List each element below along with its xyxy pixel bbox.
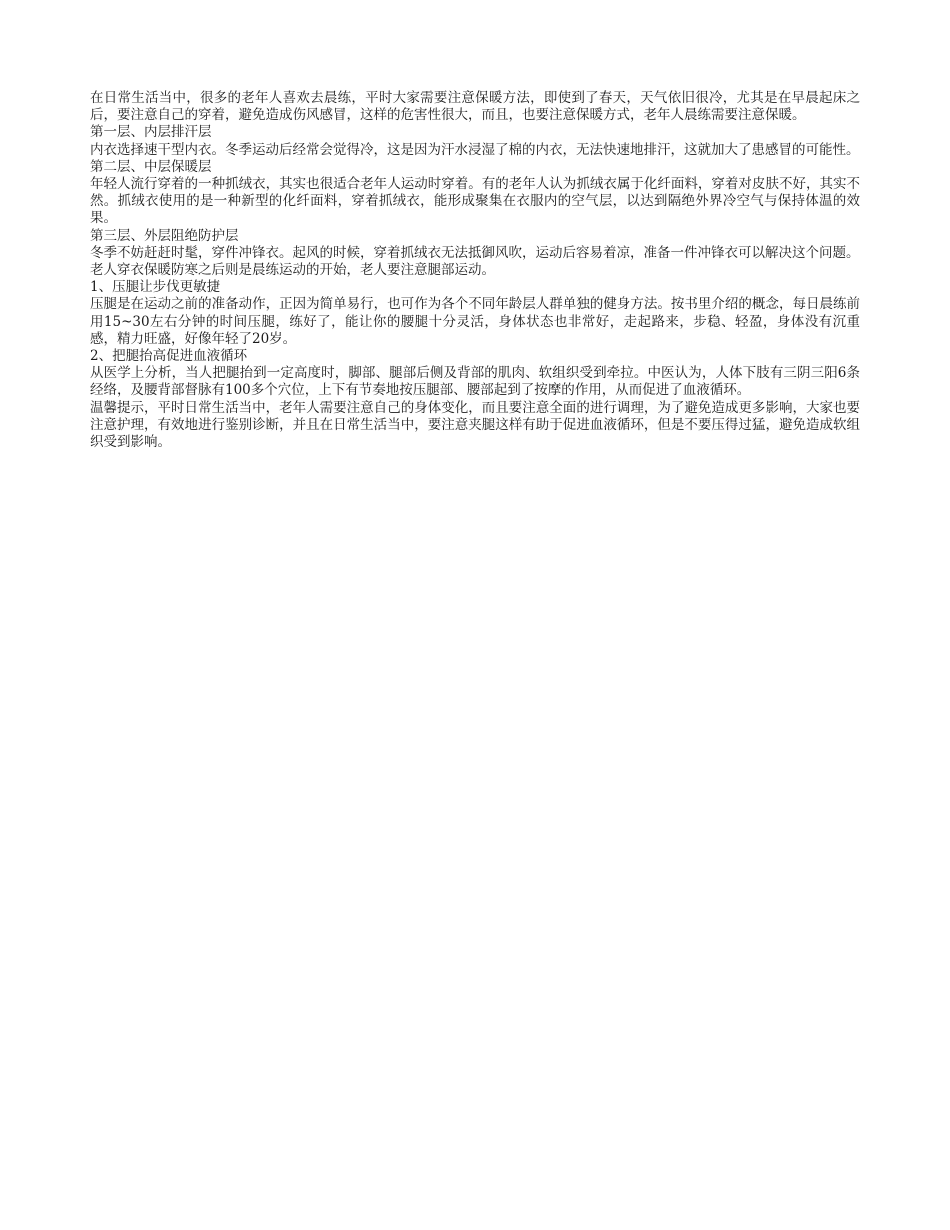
section-heading-outer-layer: 第三层、外层阻绝防护层: [90, 227, 239, 244]
body-paragraph: 内衣选择速干型内衣。冬季运动后经常会觉得冷，这是因为汗水浸湿了棉的内衣，无法快速地排汗，这就加大了患感冒的可能性。: [90, 141, 860, 158]
section-heading-inner-layer: 第一层、内层排汗层: [90, 124, 212, 141]
body-paragraph: 冬季不妨赶赶时髦，穿件冲锋衣。起风的时候，穿着抓绒衣无法抵御风吹，运动后容易着凉，准备一件冲锋衣可以解决这个问题。: [90, 244, 860, 261]
body-paragraph: 年轻人流行穿着的一种抓绒衣，其实也很适合老年人运动时穿着。有的老年人认为抓绒衣属于化纤面料，穿着对皮肤不好，其实不然。抓绒衣使用的是一种新型的化纤面料，穿着抓绒衣，能形成聚集在衣服内的空气层，以达到隔绝外界冷空气与保持体温的效果。: [90, 176, 860, 227]
section-heading-middle-layer: 第二层、中层保暖层: [90, 158, 212, 175]
tips-paragraph: 温馨提示，平时日常生活当中，老年人需要注意自己的身体变化，而且要注意全面的进行调理，为了避免造成更多影响，大家也要注意护理，有效地进行鉴别诊断，并且在日常生活当中，要注意夹腿这样有助于促进血液循环，但是不要压得过猛，避免造成软组织受到影响。: [90, 399, 860, 451]
intro-paragraph: 在日常生活当中，很多的老年人喜欢去晨练，平时大家需要注意保暖方法，即使到了春天，天气依旧很冷，尤其是在早晨起床之后，要注意自己的穿着，避免造成伤风感冒，这样的危害性很大，而且，也要注意保暖方式，老年人晨练需要注意保暖。: [90, 90, 860, 124]
body-paragraph: 压腿是在运动之前的准备动作，正因为简单易行，也可作为各个不同年龄层人群单独的健身方法。按书里介绍的概念，每日晨练前用15~30左右分钟的时间压腿，练好了，能让你的腰腿十分灵活，身体状态也非常好，走起路来，步稳、轻盈，身体没有沉重感，精力旺盛，好像年轻了20岁。: [90, 296, 860, 347]
section-heading-leg-raise: 2、把腿抬高促进血液循环: [90, 348, 248, 365]
document-body: [90, 90, 860, 451]
body-paragraph: 从医学上分析，当人把腿抬到一定高度时，脚部、腿部后侧及背部的肌肉、软组织受到牵拉。中医认为，人体下肢有三阴三阳6条经络，及腰背部督脉有100多个穴位，上下有节奏地按压腿部、腰部起到了按摩的作用，从而促进了血液循环。: [90, 365, 860, 399]
body-paragraph: 老人穿衣保暖防寒之后则是晨练运动的开始，老人要注意腿部运动。: [90, 262, 495, 279]
section-heading-leg-press: 1、压腿让步伐更敏捷: [90, 279, 221, 296]
